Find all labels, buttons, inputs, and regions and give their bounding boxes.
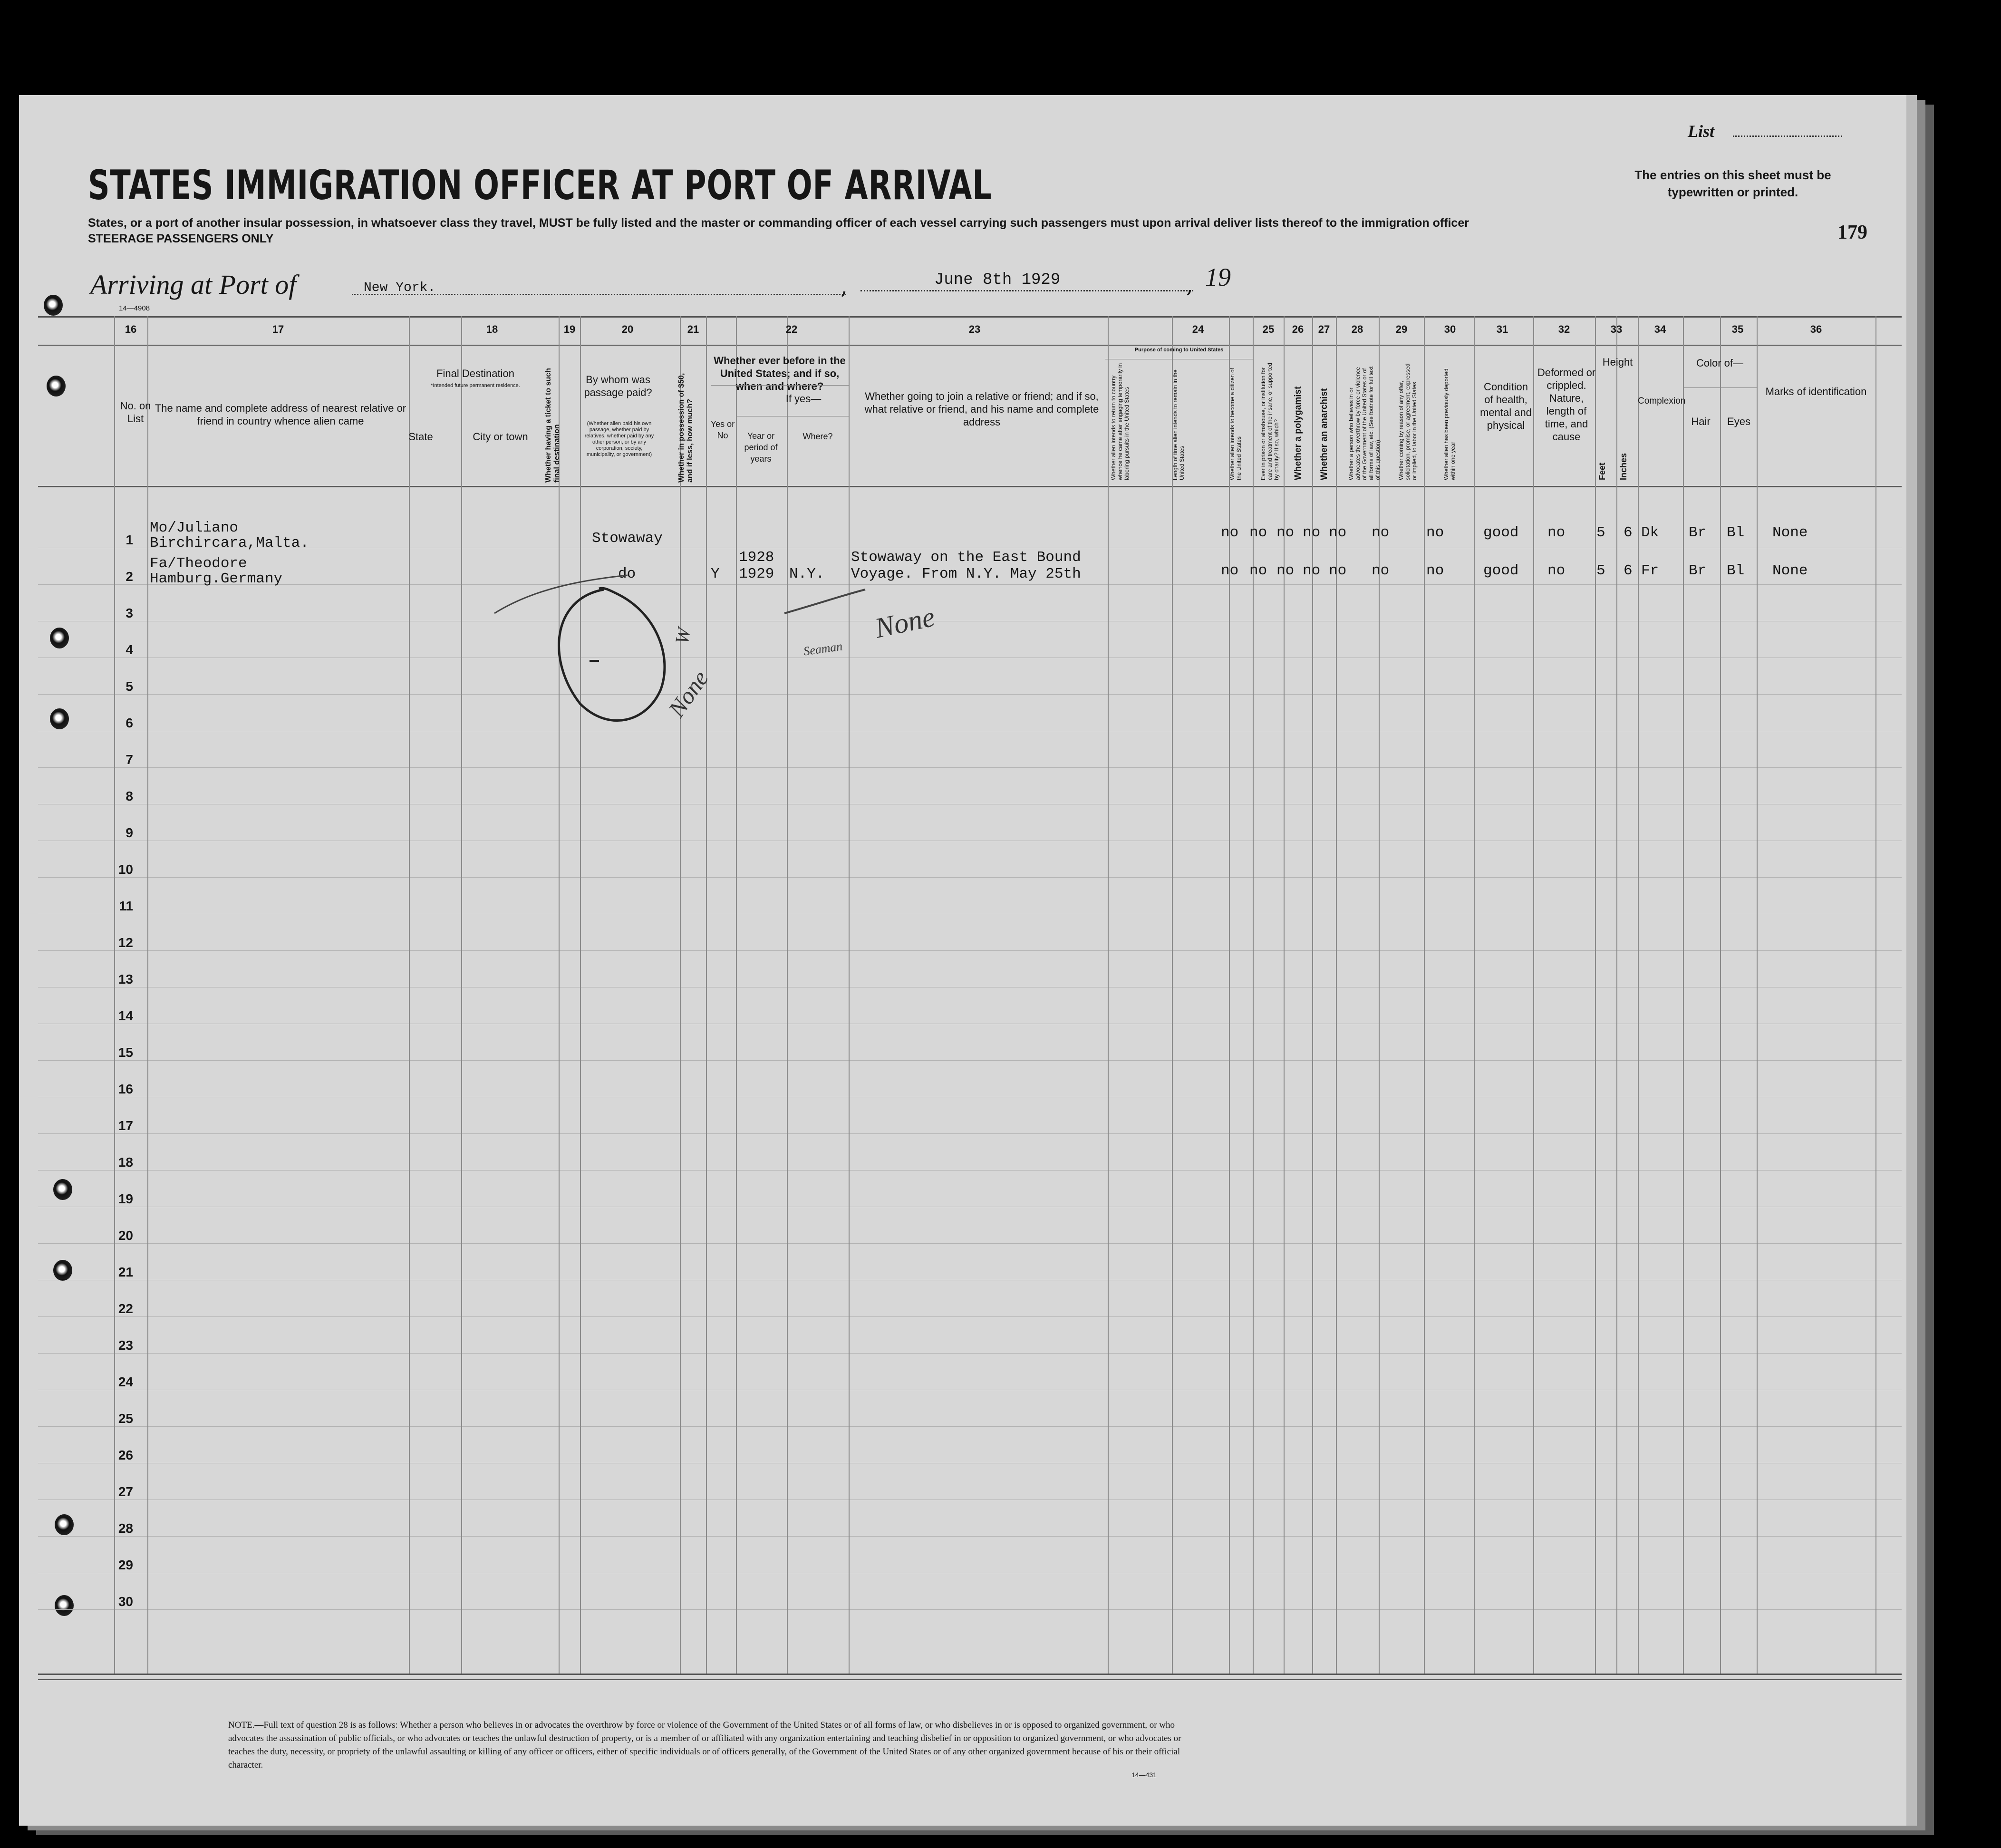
row-number: 21: [118, 1265, 133, 1279]
separator: ,: [1186, 272, 1193, 298]
col24a-header: Whether alien intends to return to country whence he came after engaging temporarily in laboring pursuits in the United States: [1110, 363, 1130, 480]
row-number: 27: [118, 1484, 133, 1499]
col22-period: Year or period of years: [744, 431, 778, 464]
row-number: 18: [118, 1155, 133, 1170]
row2-c27: no: [1276, 562, 1295, 579]
row2-relative-address: Hamburg.Germany: [150, 571, 283, 587]
column-number: 32: [1558, 323, 1570, 335]
row1-eyes: Bl: [1727, 524, 1745, 541]
row1-relative-address: Birchircara,Malta.: [150, 535, 309, 551]
binder-hole: [44, 295, 63, 316]
column-number: 23: [968, 323, 981, 335]
list-label: List: [1688, 122, 1715, 141]
row2-health: good: [1483, 562, 1519, 579]
row-rule: [38, 1316, 1902, 1317]
column-divider: [1474, 316, 1475, 1674]
header-rule: [1683, 387, 1757, 388]
row2-c26: no: [1249, 562, 1267, 579]
row1-c30: no: [1372, 524, 1390, 541]
col29-header: Whether coming by reason of any offer, solicitation, promise, or agreement, expressed or implied, to labor in the United States: [1398, 363, 1418, 480]
column-number: 18: [486, 323, 498, 335]
port-line: [352, 294, 846, 295]
arrival-date: June 8th 1929: [934, 271, 1061, 289]
column-number: 19: [563, 323, 576, 335]
row2-join: Voyage. From N.Y. May 25th: [851, 566, 1081, 582]
column-number: 17: [272, 323, 284, 335]
year-prefix: 19: [1205, 263, 1231, 291]
footnote-form-number: 14—431: [1131, 1771, 1157, 1779]
row-number: 8: [126, 789, 133, 803]
col16-header: No. on List: [120, 400, 151, 425]
column-divider: [1533, 316, 1534, 1674]
row1-join: Stowaway on the East Bound: [851, 549, 1081, 566]
col36-header: Marks of identification: [1765, 386, 1867, 397]
column-divider: [1253, 316, 1254, 1674]
row1-relative-name: Mo/Juliano: [150, 520, 239, 536]
col27-header: Whether an anarchist: [1319, 388, 1329, 480]
row-number: 28: [118, 1521, 133, 1536]
col35-header: Color of—: [1696, 357, 1744, 369]
row-number: 16: [118, 1082, 133, 1096]
col24-purpose: Purpose of coming to United States: [1134, 347, 1224, 353]
column-number: 29: [1395, 323, 1408, 335]
column-divider: [1108, 316, 1109, 1674]
separator: ,: [841, 273, 848, 299]
row2-marks: None: [1772, 562, 1808, 579]
manifest-sheet: [19, 95, 1917, 1826]
row-rule: [38, 767, 1902, 768]
row1-c26: no: [1249, 524, 1267, 541]
col30-header: Whether alien has been previously deported within one year: [1443, 368, 1456, 480]
row-number: 7: [126, 752, 133, 767]
column-number: 36: [1810, 323, 1822, 335]
col22-yesno: Yes or No: [710, 419, 735, 440]
form-number: 14—4908: [119, 304, 150, 312]
row1-c28: no: [1303, 524, 1321, 541]
row1-period: 1928: [739, 549, 774, 566]
list-number-line: [1733, 135, 1842, 137]
binder-hole: [53, 1179, 72, 1200]
col33-header: Height: [1602, 356, 1633, 368]
row-rule: [38, 1609, 1902, 1610]
binder-hole: [50, 628, 69, 648]
col23-header: Whether going to join a relative or friend; and if so, what relative or friend, and his name and complete address: [864, 390, 1099, 428]
row2-yesno: Y: [711, 566, 720, 582]
row-number: 12: [118, 935, 133, 950]
row1-c25: no: [1221, 524, 1239, 541]
row-number: 25: [118, 1411, 133, 1426]
binder-hole: [55, 1514, 74, 1535]
row-rule: [38, 1170, 1902, 1171]
column-divider: [1379, 316, 1380, 1674]
row-rule: [38, 877, 1902, 878]
col33-feet: Feet: [1597, 462, 1607, 480]
column-divider: [1638, 316, 1639, 1674]
column-divider: [114, 316, 115, 1674]
column-divider: [1424, 316, 1425, 1674]
col22-where: Where?: [802, 432, 833, 441]
col24b-header: Length of time alien intends to remain in the United States: [1172, 369, 1185, 480]
row-number: 29: [118, 1558, 133, 1572]
column-number: 34: [1654, 323, 1666, 335]
column-number: 35: [1731, 323, 1744, 335]
column-divider: [1229, 316, 1230, 1674]
table-top-border: [38, 316, 1902, 318]
row-rule: [38, 1243, 1902, 1244]
row-number: 19: [118, 1191, 133, 1206]
footnote-question-28: NOTE.—Full text of question 28 is as follows: Whether a person who believes in or advocates the overthrow by force or violence of the Government of the United States or of all forms of law, or who disbelieves in or is opposed to organized government, or who advocates the assassination of public officials, or who advocates or teaches the unlawful destruction of property, or is a member of or affiliated with any organization entertaining and teaching disbelief in or opposition to organized government, or who advocates or teaches the duty, necessity, or propriety of the unlawful assaulting or killing of any officer or officers, either of specific individuals or of officers generally, of the Government of the United States or of any other organized government because of his or their official character.: [228, 1720, 1181, 1770]
col19-header: Whether having a ticket to such final destination: [544, 368, 561, 483]
column-divider: [1172, 316, 1173, 1674]
row1-inches: 6: [1624, 524, 1633, 541]
column-number: 21: [687, 323, 699, 335]
date-line: [860, 290, 1193, 291]
arriving-label: Arriving at Port of: [90, 269, 297, 300]
column-divider: [1284, 316, 1285, 1674]
column-number: 16: [125, 323, 137, 335]
column-number: 25: [1262, 323, 1275, 335]
handwritten-initials: W: [670, 626, 695, 646]
row1-health: good: [1483, 524, 1519, 541]
column-divider: [1312, 316, 1313, 1674]
column-divider: [1336, 316, 1337, 1674]
row2-c29: no: [1329, 562, 1347, 579]
row1-c30b: no: [1426, 524, 1444, 541]
row-number: 30: [118, 1594, 133, 1609]
row-number: 24: [118, 1374, 133, 1389]
column-number: 33: [1610, 323, 1623, 335]
row-number: 13: [118, 972, 133, 987]
column-number: 24: [1192, 323, 1204, 335]
column-number: 26: [1292, 323, 1304, 335]
column-divider: [1595, 316, 1596, 1674]
binder-hole: [55, 1595, 74, 1616]
row1-deformed: no: [1547, 524, 1566, 541]
col35-hair: Hair: [1691, 416, 1711, 427]
col18-header: Final Destination: [436, 368, 514, 379]
column-divider: [1757, 316, 1758, 1674]
handwritten-none-1: None: [872, 600, 938, 644]
column-number: 20: [621, 323, 634, 335]
row1-complexion: Dk: [1641, 524, 1659, 541]
port-value: New York.: [364, 281, 436, 295]
column-divider: [1720, 316, 1721, 1674]
row-rule: [38, 1133, 1902, 1134]
row1-paid-by: Stowaway: [592, 530, 663, 547]
binder-hole: [47, 376, 66, 397]
col17-header: The name and complete address of nearest relative or friend in country whence alien came: [155, 402, 406, 427]
sheet-number: 179: [1837, 222, 1867, 243]
column-number: 31: [1496, 323, 1508, 335]
row1-hair: Br: [1689, 524, 1707, 541]
row-number: 23: [118, 1338, 133, 1353]
col20-header: By whom was passage paid?: [584, 374, 652, 398]
row1-c27: no: [1276, 524, 1295, 541]
col20-note: (Whether alien paid his own passage, whether paid by relatives, whether paid by any other person, or by any corporation, society, municipality, or government): [584, 421, 654, 457]
col21-header: Whether in possession of $50, and if less, how much?: [677, 373, 694, 483]
row-number: 3: [126, 606, 133, 620]
col31-header: Condition of health, mental and physical: [1480, 381, 1532, 431]
row-number: 5: [126, 679, 133, 694]
row-rule: [38, 1060, 1902, 1061]
col34-header: Complexion: [1638, 396, 1686, 406]
column-number: 28: [1351, 323, 1363, 335]
col24c-header: Whether alien intends to become a citizen of the United States: [1229, 368, 1242, 480]
row2-complexion: Fr: [1641, 562, 1659, 579]
column-divider: [147, 316, 148, 1674]
row2-inches: 6: [1624, 562, 1633, 579]
row2-feet: 5: [1596, 562, 1605, 579]
column-divider: [1616, 316, 1617, 1674]
row2-c28: no: [1303, 562, 1321, 579]
column-divider: [461, 316, 462, 1674]
row-number: 14: [118, 1008, 133, 1023]
row-number: 20: [118, 1228, 133, 1243]
row1-marks: None: [1772, 524, 1808, 541]
row-number: 26: [118, 1448, 133, 1462]
col22-ifyes: If yes—: [785, 393, 822, 405]
column-number: 30: [1444, 323, 1456, 335]
col32-header: Deformed or crippled. Nature, length of time, and cause: [1537, 367, 1596, 443]
col18-city: City or town: [473, 431, 528, 443]
binder-hole: [53, 1260, 72, 1281]
row-number: 15: [118, 1045, 133, 1060]
row-number: 4: [126, 642, 133, 657]
row1-c29: no: [1329, 524, 1347, 541]
row2-hair: Br: [1689, 562, 1707, 579]
steerage-label: STEERAGE PASSENGERS ONLY: [88, 232, 274, 245]
col18-state: State: [408, 431, 433, 443]
column-number: 27: [1318, 323, 1330, 335]
row-number: 2: [126, 569, 133, 584]
row2-c25: no: [1221, 562, 1239, 579]
row-number: 17: [118, 1118, 133, 1133]
column-divider: [1683, 316, 1684, 1674]
row2-eyes: Bl: [1727, 562, 1745, 579]
row-number: 6: [126, 716, 133, 730]
table-bottom-border: [38, 1674, 1902, 1675]
typewritten-notice: The entries on this sheet must be typewritten or printed.: [1634, 168, 1831, 199]
row1-feet: 5: [1596, 524, 1605, 541]
col28-header: Whether a person who believes in or advocates the overthrow by force or violence of the Government of the United States or of all forms of law, etc. (See footnote for full text of this question): [1348, 366, 1381, 480]
row-number: 9: [126, 825, 133, 840]
row2-c30: no: [1372, 562, 1390, 579]
row2-paid-by: do: [618, 566, 636, 582]
header-rule: [711, 385, 849, 386]
col33-inches: Inches: [1619, 453, 1628, 480]
col18-note: *Intended future permanent residence.: [431, 383, 520, 388]
column-divider: [409, 316, 410, 1674]
instructions-text: States, or a port of another insular possession, in whatsoever class they travel, MUST be fully listed and the master or commanding officer of each vessel carrying such passengers must upon arrival deliver lists thereof to the immigration officer: [88, 216, 1469, 230]
row2-deformed: no: [1547, 562, 1566, 579]
row-rule: [38, 1536, 1902, 1537]
column-divider: [1875, 316, 1876, 1674]
row-number: 1: [126, 532, 133, 547]
row2-c30b: no: [1426, 562, 1444, 579]
row-rule: [38, 1426, 1902, 1427]
row-rule: [38, 1353, 1902, 1354]
column-number-rule: [38, 345, 1902, 346]
handwritten-seaman: Seaman: [802, 639, 843, 658]
row2-where: N.Y.: [789, 566, 825, 582]
row-number: 22: [118, 1301, 133, 1316]
row-number: 10: [118, 862, 133, 877]
col26-header: Whether a polygamist: [1293, 386, 1303, 480]
row2-relative-name: Fa/Theodore: [150, 555, 247, 572]
row2-period: 1929: [739, 566, 774, 582]
page-title: STATES IMMIGRATION OFFICER AT PORT OF ARRIVAL: [88, 162, 992, 209]
row-number: 11: [119, 899, 133, 913]
row-rule: [38, 950, 1902, 951]
col35-eyes: Eyes: [1727, 416, 1750, 427]
col22-header: Whether ever before in the United States; and if so, when and where?: [714, 355, 846, 392]
handwritten-none-2: None: [663, 665, 714, 722]
col25-header: Ever in prison or almshouse, or institution for care and treatment of the insane, or supported by charity? If so, which?: [1260, 363, 1280, 480]
binder-hole: [50, 708, 69, 729]
column-number: 22: [785, 323, 798, 335]
table-bottom-border: [38, 1679, 1902, 1680]
